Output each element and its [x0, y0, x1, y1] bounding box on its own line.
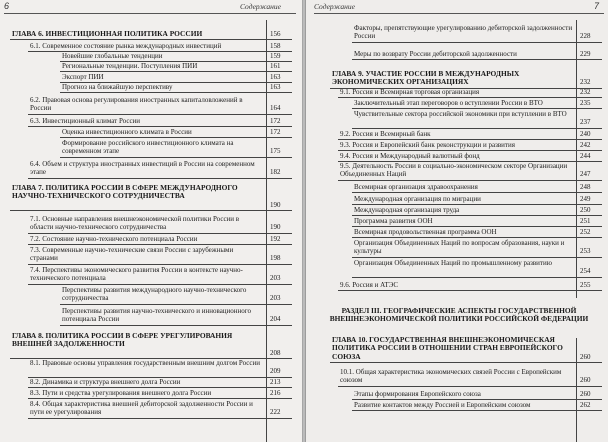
section-entry: 9.1. Россия и Всемирная торговая организация [340, 88, 480, 96]
subsection-entry: Этапы формирования Европейского союза [354, 390, 481, 398]
page-ref: 253 [580, 247, 591, 256]
page-ref: 156 [270, 30, 281, 38]
subsection-entry: Экспорт ПИИ [62, 73, 104, 81]
subsection-entry: Чувствительные сектора российской экономики при вступлении в ВТО [354, 110, 567, 118]
page-ref: 203 [270, 274, 281, 283]
page-ref: 172 [270, 128, 281, 136]
row-rule [28, 264, 292, 265]
subsection-entry: Всемирная продовольственная программа ООН [354, 228, 497, 236]
row-rule [352, 257, 602, 258]
page-ref: 192 [270, 235, 281, 243]
row-rule [28, 114, 292, 115]
subsection-entry: Перспективы развития международного научно-технического сотрудничества [62, 286, 247, 303]
page-ref: 158 [270, 42, 281, 50]
section-entry: 9.4. Россия и Международный валютный фонд [340, 152, 480, 160]
page-ref: 204 [270, 315, 281, 324]
page-ref: 262 [580, 401, 591, 409]
subsection-entry: Развитие контактов между Россией и Европейским союзом [354, 401, 531, 409]
section-entry: 9.3. Россия и Европейский банк реконструкции и развития [340, 141, 515, 149]
subsection-entry: Международная организация труда [354, 206, 460, 214]
page-ref: 209 [270, 367, 281, 376]
page-number: 7 [594, 1, 600, 11]
section-entry: 8.3. Пути и средства урегулирования внешнего долга России [30, 389, 212, 397]
page-number: 6 [4, 1, 10, 11]
subsection-entry: Новейшие глобальные тенденции [62, 52, 163, 60]
row-rule [338, 290, 602, 291]
subsection-entry: Программа развития ООН [354, 217, 433, 225]
section-entry: 6.1. Современное состояние рынка международных инвестиций [30, 42, 222, 50]
row-rule [60, 304, 292, 305]
row-rule [330, 362, 602, 363]
running-head: Содержание [314, 2, 355, 11]
page-ref: 190 [270, 200, 281, 209]
page-ref: 232 [580, 78, 591, 87]
section-entry: 7.1. Основные направления внешнеэкономической политики России в области научно-технического сотрудничества [30, 215, 240, 232]
section-entry: 8.1. Правовые основы управления государственным внешним долгом России [30, 359, 260, 367]
row-rule [28, 233, 292, 234]
page-ref: 213 [270, 378, 281, 386]
row-rule [60, 157, 292, 158]
chapter-heading: ГЛАВА 7. ПОЛИТИКА РОССИИ В СФЕРЕ МЕЖДУНАРОДНОГО НАУЧНО-ТЕХНИЧЕСКОГО СОТРУДНИЧЕСТВА [12, 183, 238, 201]
row-rule [10, 39, 292, 40]
page-ref: 247 [580, 170, 591, 179]
row-rule [352, 410, 602, 411]
section-entry: 7.2. Состояние научно-технического потенциала России [30, 235, 198, 243]
row-rule [28, 418, 292, 419]
page-ref: 198 [270, 254, 281, 263]
subsection-entry: Перспективы развития научно-технического и инновационного потенциала России [62, 307, 251, 324]
page-ref: 248 [580, 183, 591, 191]
left-page [0, 0, 302, 442]
page-ref: 190 [270, 223, 281, 232]
row-rule [352, 42, 602, 43]
page-ref: 249 [580, 195, 591, 203]
part-heading: РАЗДЕЛ III. ГЕОГРАФИЧЕСКИЕ АСПЕКТЫ ГОСУДАРСТВЕННОЙ ВНЕШНЕЭКОНОМИЧЕСКОЙ ПОЛИТИКИ РОССИЙСКОЙ ФЕДЕРАЦИИ [329, 306, 589, 324]
page-ref: 222 [270, 408, 281, 417]
section-entry: 10.1. Общая характеристика экономических связей России с Европейским союзом [340, 368, 562, 385]
section-entry: 6.4. Объем и структура иностранных инвестиций в России на современном этапе [30, 160, 255, 177]
section-entry: 7.4. Перспективы экономического развития России в контексте научно-технического потенциала [30, 266, 243, 283]
page-ref: 242 [580, 141, 591, 149]
page-column-rule [266, 20, 267, 442]
page-ref: 163 [270, 73, 281, 81]
row-rule [352, 59, 602, 60]
section-entry: 8.2. Динамика и структура внешнего долга России [30, 378, 181, 386]
header-rule [4, 13, 296, 14]
page-ref: 203 [270, 294, 281, 303]
right-page [306, 0, 608, 442]
row-rule [28, 178, 292, 179]
row-rule [60, 92, 292, 93]
page-ref: 235 [580, 99, 591, 107]
page-ref: 232 [580, 88, 591, 96]
row-rule [338, 180, 602, 181]
page-ref: 163 [270, 83, 281, 91]
page-ref: 228 [580, 32, 591, 41]
row-rule [352, 128, 602, 129]
subsection-entry: Меры по возврату России дебиторской задолженности [354, 50, 517, 58]
section-entry: 9.6. Россия и АТЭС [340, 281, 399, 289]
page-ref: 254 [580, 267, 591, 276]
chapter-heading: ГЛАВА 9. УЧАСТИЕ РОССИИ В МЕЖДУНАРОДНЫХ ЭКОНОМИЧЕСКИХ ОРГАНИЗАЦИЯХ [332, 69, 520, 87]
row-rule [28, 284, 292, 285]
page-ref: 159 [270, 52, 281, 60]
subsection-entry: Оценка инвестиционного климата в России [62, 128, 192, 136]
page-ref: 237 [580, 118, 591, 127]
row-rule [10, 210, 292, 211]
row-rule [338, 386, 602, 387]
section-entry: 9.2. Россия и Всемирный банк [340, 130, 431, 138]
page-ref: 255 [580, 281, 591, 289]
page-ref: 229 [580, 50, 591, 58]
page-ref: 260 [580, 352, 591, 361]
page-ref: 208 [270, 348, 281, 357]
chapter-heading: ГЛАВА 8. ПОЛИТИКА РОССИИ В СФЕРЕ УРЕГУЛИРОВАНИЯ ВНЕШНЕЙ ЗАДОЛЖЕННОСТИ [12, 331, 233, 349]
page-ref: 172 [270, 117, 281, 125]
page-ref: 161 [270, 62, 281, 70]
subsection-entry: Прогноз на ближайшую перспективу [62, 83, 173, 91]
page-ref: 164 [270, 104, 281, 113]
section-entry: 6.3. Инвестиционный климат России [30, 117, 141, 125]
subsection-entry: Факторы, препятствующие урегулированию дебиторской задолженности России [354, 24, 573, 41]
page-ref: 244 [580, 152, 591, 160]
chapter-heading: ГЛАВА 6. ИНВЕСТИЦИОННАЯ ПОЛИТИКА РОССИИ [12, 29, 203, 38]
section-entry: 8.4. Общая характеристика внешней дебиторской задолженности России и пути ее урегулирования [30, 400, 253, 417]
row-rule [352, 277, 602, 278]
page-ref: 251 [580, 217, 591, 225]
page-ref: 250 [580, 206, 591, 214]
section-entry: 7.3. Современные научно-технические связи России с зарубежными странами [30, 246, 234, 263]
page-ref: 216 [270, 389, 281, 397]
subsection-entry: Организация Объединенных Наций по промышленному развитию [354, 259, 552, 267]
running-head: Содержание [240, 2, 281, 11]
subsection-entry: Заключительный этап переговоров о вступлении России в ВТО [354, 99, 543, 107]
section-entry: 9.5. Деятельность России в социально-экономическом секторе Организации Объединенных Наций [340, 162, 568, 179]
subsection-entry: Организация Объединенных Наций по вопросам образования, науки и культуры [354, 239, 565, 256]
page-ref: 240 [580, 130, 591, 138]
row-rule [352, 192, 602, 193]
subsection-entry: Всемирная организация здравоохранения [354, 183, 478, 191]
page-ref: 175 [270, 147, 281, 156]
subsection-entry: Формирование российского инвестиционного климата на современном этапе [62, 139, 234, 156]
section-entry: 6.2. Правовая основа регулирования иностранных капиталовложений в России [30, 96, 243, 113]
subsection-entry: Международная организация по миграции [354, 195, 481, 203]
page-ref: 260 [580, 376, 591, 385]
page-ref: 182 [270, 168, 281, 177]
page-ref: 260 [580, 390, 591, 398]
chapter-heading: ГЛАВА 10. ГОСУДАРСТВЕННАЯ ВНЕШНЕЭКОНОМИЧЕСКАЯ ПОЛИТИКА РОССИИ В ОТНОШЕНИИ СТРАН ЕВРОПЕЙСКОГО СОЮЗА [332, 335, 563, 361]
page-column-rule [576, 338, 577, 442]
header-rule [314, 13, 604, 14]
page-ref: 252 [580, 228, 591, 236]
row-rule [60, 325, 292, 326]
subsection-entry: Региональные тенденции. Поступления ПИИ [62, 62, 198, 70]
